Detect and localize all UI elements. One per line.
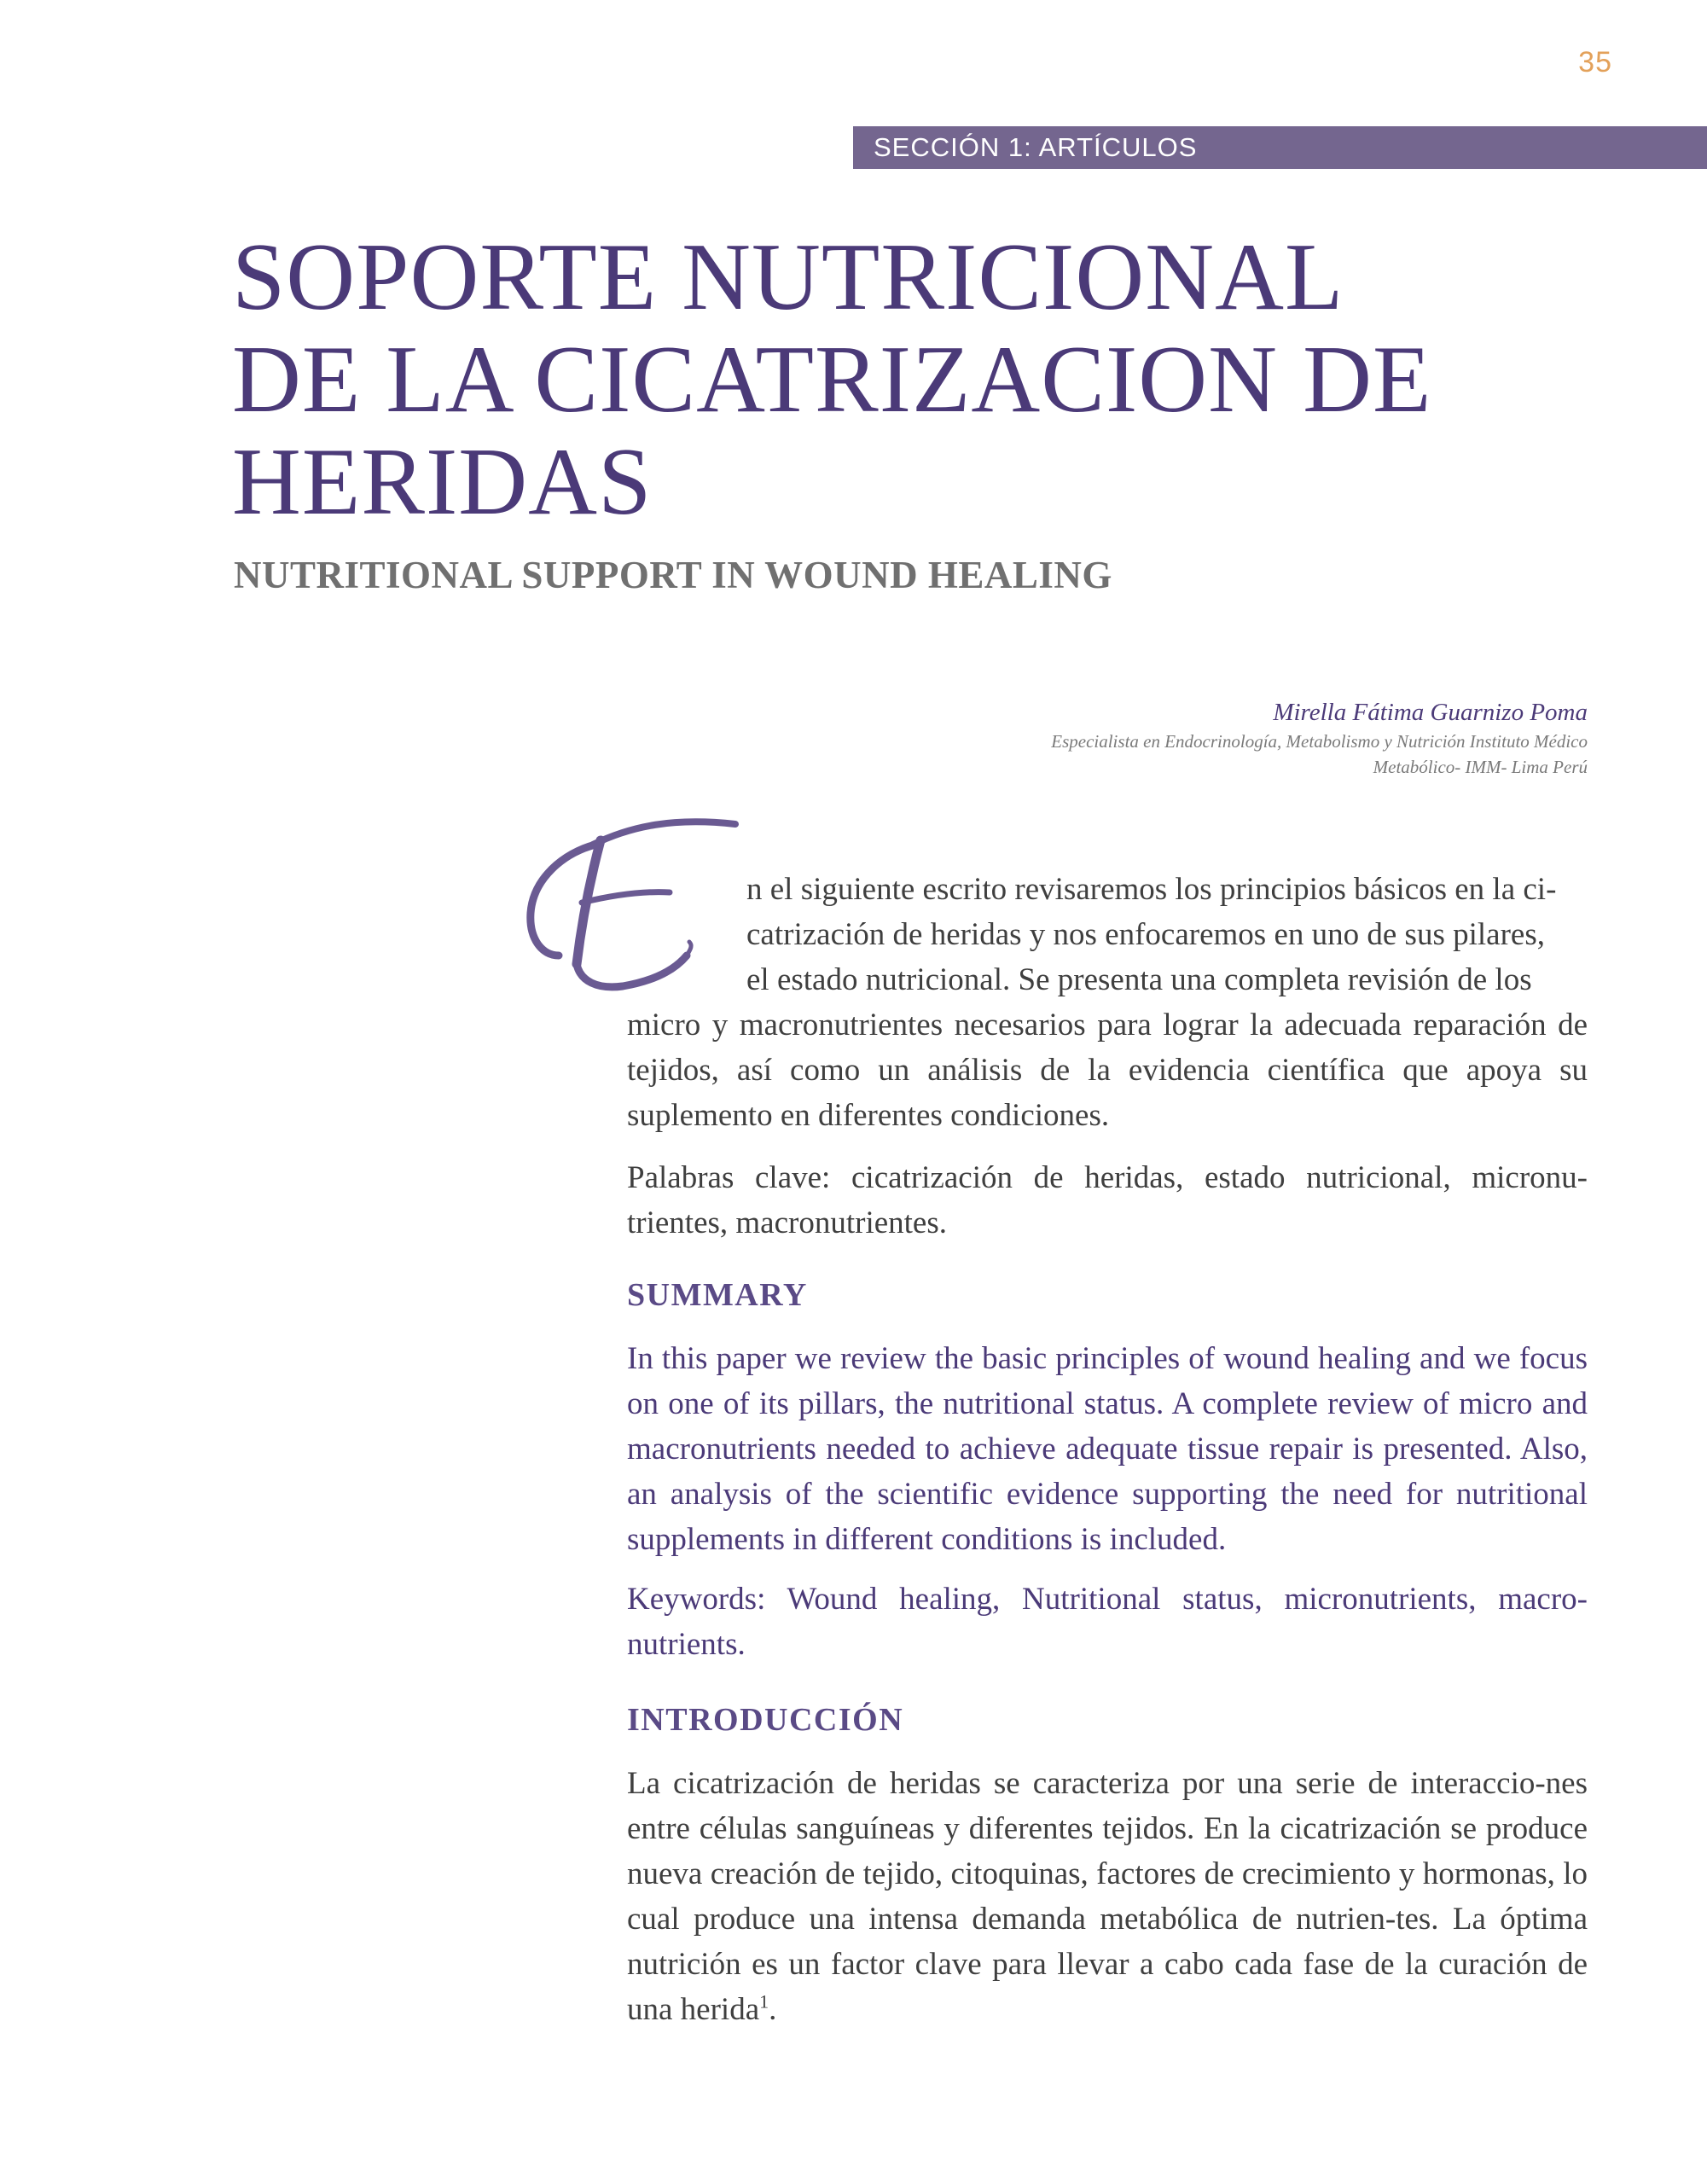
abstract-line: n el siguiente escrito revisaremos los principios básicos en la ci- <box>746 872 1557 907</box>
reference-marker: 1 <box>759 1990 769 2013</box>
title-line: SOPORTE NUTRICIONAL <box>232 224 1344 330</box>
abstract-line: el estado nutricional. Se presenta una completa revisión de los <box>746 962 1532 997</box>
abstract-rest: micro y macronutrientes necesarios para lograr la adecuada reparación de tejidos, así como un análisis de la evidencia científica que apoya su suplemento en diferentes condiciones. <box>627 1008 1588 1133</box>
introduction-heading: INTRODUCCIÓN <box>627 1702 904 1738</box>
dropcap-letter: E <box>512 799 520 814</box>
summary-heading: SUMMARY <box>627 1277 808 1313</box>
keywords-english: Keywords: Wound healing, Nutritional status, micronutrients, macro-nutrients. <box>627 1582 1588 1662</box>
author-affiliation-line: Especialista en Endocrinología, Metabolismo y Nutrición Instituto Médico <box>1051 731 1588 752</box>
title-line: DE LA CICATRIZACION DE <box>232 327 1432 433</box>
introduction-end: . <box>769 1992 777 2027</box>
introduction-text: La cicatrización de heridas se caracteriza por una serie de interaccio-nes entre células sanguíneas y diferentes tejidos. En la cicatrización se produce nueva creación de tejido, citoquinas, factores de crecimiento y hormonas, lo cual produce una intensa demanda metabólica de nutrien-tes. La óptima nutrición es un factor clave para llevar a cabo cada fase de la curación de una herida <box>627 1766 1588 2027</box>
summary-english: In this paper we review the basic principles of wound healing and we focus on one of its pillars, the nutritional status. A complete review of micro and macronutrients needed to achieve adequate tissue repair is presented. Also, an analysis of the scientific evidence supporting the need for nutritional supplements in different conditions is included. <box>627 1341 1588 1557</box>
title-line: HERIDAS <box>232 429 653 535</box>
introduction-paragraph <box>627 1761 1588 2032</box>
author-block <box>820 696 1588 780</box>
author-name: Mirella Fátima Guarnizo Poma <box>1273 699 1588 726</box>
abstract-paragraph <box>627 867 1588 1138</box>
article-title <box>232 226 1597 533</box>
keywords-spanish: Palabras clave: cicatrización de heridas, estado nutricional, micronu-trientes, macronutrientes. <box>627 1160 1588 1240</box>
section-banner <box>853 126 1707 169</box>
author-affiliation-line: Metabólico- IMM- Lima Perú <box>1373 757 1588 777</box>
abstract-spanish <box>627 867 1588 1138</box>
page-number: 35 <box>1578 46 1612 78</box>
article-subtitle: NUTRITIONAL SUPPORT IN WOUND HEALING <box>234 554 1112 596</box>
abstract-line: catrización de heridas y nos enfocaremos en uno de sus pilares, <box>746 917 1545 952</box>
section-label: SECCIÓN 1: ARTÍCULOS <box>874 132 1198 162</box>
